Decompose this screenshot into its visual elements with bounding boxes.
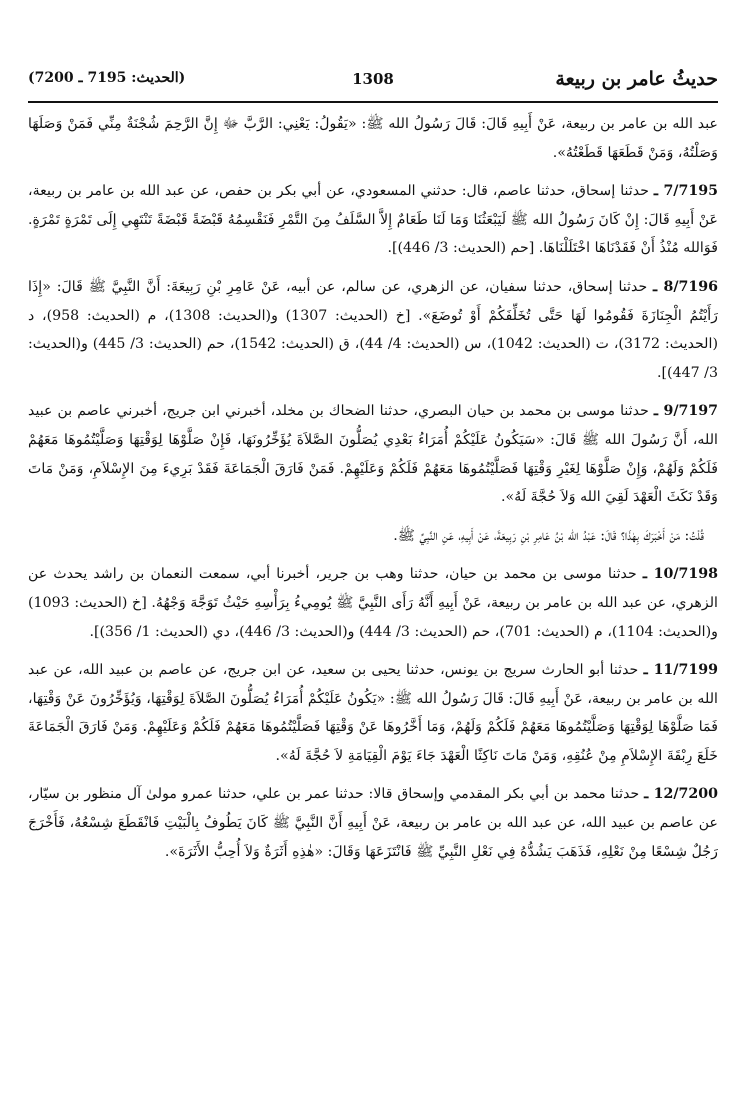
page-number: 1308: [352, 70, 394, 88]
hadith-text: حدثنا إسحاق، حدثنا سفيان، عن الزهري، عن سالم، عن أبيه، عَنْ عَامِرِ بْنِ رَبِيعَةَ: أَنَّ النَّبِيَّ ﷺ قَالَ: «إِذَا رَأَيْتُمُ الْجِنَازَةَ فَقُومُوا لَهَا حَتَّى تُخَلِّفَكُمْ أَوْ تُوضَعَ». [خ (الحديث: 1307) و(الحديث: 1308)، م (الحديث: 958)، د (الحديث: 3172)، ت (الحديث: 1042)، س (الحديث: 4/ 44)، ق (الحديث: 1542)، حم (الحديث: 3/ 445) و(الحديث: 3/ 447)].: [28, 278, 718, 381]
hadith-number: 12/7200 ـ: [644, 786, 718, 803]
hadith-paragraph-7196: [28, 273, 718, 387]
hadith-number: 9/7197 ـ: [653, 403, 718, 420]
hadith-number: 8/7196 ـ: [653, 278, 718, 295]
page-header: [28, 68, 718, 96]
hadith-number: 10/7198 ـ: [642, 566, 718, 583]
hadith-paragraph-0: [28, 110, 718, 167]
hadith-paragraph-7197: [28, 397, 718, 511]
hadith-paragraph-7200: [28, 780, 718, 866]
hadith-paragraph-7199: [28, 656, 718, 770]
hadith-number: 7/7195 ـ: [653, 183, 718, 200]
hadith-text: عبد الله بن عامر بن ربيعة، عَنْ أَبِيهِ قَالَ: قَالَ رَسُولُ الله ﷺ: «يَقُولُ: يَعْنِي: الرَّبَّ ﷻ إِنَّ الرَّحِمَ شُجْنَةٌ مِنِّي فَمَنْ وَصَلَهَا وَصَلْتُهُ، وَمَنْ قَطَعَهَا قَطَعْتُهُ».: [28, 116, 718, 161]
hadith-text: حدثنا محمد بن أبي بكر المقدمي وإسحاق قالا: حدثنا عمر بن علي، حدثنا عمرو مولىٰ آل منظور بن سيّار، عن عاصم بن عبيد الله، عن عبد الله بن عامر بن ربيعة، عَنْ أَبِيهِ أَنَّ النَّبِيَّ ﷺ كَانَ يَطُوفُ بِالْبَيْتِ فَانْقَطَعَ شِسْعُهُ، فَأَخْرَجَ رَجُلٌ شِسْعًا مِنْ نَعْلِهِ، فَذَهَبَ يَشُدُّهُ فِي نَعْلِ النَّبِيِّ ﷺ فَانْتَزَعَهَا وَقَالَ: «هٰذِهِ أَثَرَةٌ وَلاَ أُحِبُّ الأَثَرَةَ».: [28, 786, 718, 860]
hadith-number: 11/7199 ـ: [643, 662, 718, 679]
hadith-range: (الحديث: 7195 ـ 7200): [28, 70, 186, 86]
hadith-content: [28, 110, 718, 866]
header-rule: [28, 101, 718, 103]
hadith-text: حدثنا موسى بن محمد بن حيان البصري، حدثنا الضحاك بن مخلد، أخبرني ابن جريج، أخبرني عاصم بن عبيد الله، أَنَّ رَسُولَ الله ﷺ قَالَ: «سَيَكُونُ عَلَيْكُمْ أُمَرَاءُ بَعْدِي يُصَلُّونَ الصَّلاَةَ يُؤَخِّرُونَهَا، فَإِنْ صَلَّوْهَا لِوَقْتِهَا وَصَلَّيْتُمُوهَا مَعَهُمْ فَلَكُمْ وَلَهُمْ، وَإِنْ صَلَّوْهَا لِغَيْرِ وَقْتِهَا فَصَلَّيْتُمُوهَا مَعَهُمْ فَلَكُمْ وَعَلَيْهِمْ. فَمَنْ فَارَقَ الْجَمَاعَةَ فَقَدْ بَرِيءَ مِنَ الإِسْلاَمِ، وَمَنْ مَاتَ وَقَدْ نَكَثَ الْعَهْدَ لَقِيَ الله وَلاَ حُجَّةَ لَهُ».: [28, 403, 718, 506]
hadith-note: [28, 522, 718, 551]
running-title: حديثُ عامر بن ربيعة: [555, 68, 718, 90]
hadith-paragraph-7195: [28, 177, 718, 263]
hadith-paragraph-7198: [28, 560, 718, 646]
hadith-text: قُلْتُ: مَنْ أَخْبَرَكَ بِهٰذَا؟ قَالَ: عَبْدُ الله بْنُ عَامِرِ بْنِ رَبِيعَةَ، عَنْ أَبِيهِ، عَنِ النَّبِيِّ ﷺ.: [393, 527, 704, 544]
hadith-text: حدثنا أبو الحارث سريج بن يونس، حدثنا يحيى بن سعيد، عن ابن جريج، عن عاصم بن عبيد الله، عن عبد الله بن عامر بن ربيعة، عَنْ أَبِيهِ قَالَ: قَالَ رَسُولُ الله ﷺ: «يَكُونُ عَلَيْكُمْ أُمَرَاءُ يُصَلُّونَ الصَّلاَةَ لِوَقْتِهَا، وَيُؤَخِّرُونَ عَنْ وَقْتِهَا، فَمَا صَلَّوْهَا لِوَقْتِهَا وَصَلَّيْتُمُوهَا مَعَهُمْ فَلَكُمْ وَلَهُمْ، وَمَا أَخَّرُوهَا عَنْ وَقْتِهَا فَصَلَّيْتُمُوهَا مَعَهُمْ فَلَكُمْ وَعَلَيْهِمْ. وَمَنْ فَارَقَ الْجَمَاعَةَ خَلَعَ رِبْقَةَ الإِسْلاَمِ مِنْ عُنُقِهِ، وَمَنْ مَاتَ نَاكِثًا الْعَهْدَ جَاءَ يَوْمَ الْقِيَامَةِ لاَ حُجَّةَ لَهُ».: [28, 662, 718, 764]
hadith-text: حدثنا إسحاق، حدثنا عاصم، قال: حدثني المسعودي، عن أبي بكر بن حفص، عن عبد الله بن عامر بن ربيعة، عَنْ أَبِيهِ قَالَ: إِنْ كَانَ رَسُولُ الله ﷺ لَيَبْعَثُنَا وَمَا لَنَا طَعَامٌ إِلاَّ السَّلَفُ مِنَ التَّمْرِ فَنَقْسِمُهُ قَبْضَةً قَبْضَةً تَنْتَهِي إِلَى تَمْرَةٍ تَمْرَةٍ. فَوَالله مُنْذُ أَنْ فَقَدْنَاهَا اخْتَلَلْنَاهَا. [حم (الحديث: 3/ 446)].: [28, 183, 718, 257]
hadith-text: حدثنا موسى بن محمد بن حيان، حدثنا وهب بن جرير، أخبرنا أبي، سمعت النعمان بن راشد يحدث عن الزهري، عن عبد الله بن عامر بن ربيعة، عَنْ أَبِيهِ أَنَّهُ رَأَى النَّبِيَّ ﷺ يُومِيءُ بِرَأْسِهِ حَيْثُ تَوَجَّهَ وَجْهُهُ. [خ (الحديث: 1093) و(الحديث: 1104)، م (الحديث: 701)، حم (الحديث: 3/ 444) و(الحديث: 3/ 446)، دي (الحديث: 1/ 356)].: [28, 566, 718, 640]
